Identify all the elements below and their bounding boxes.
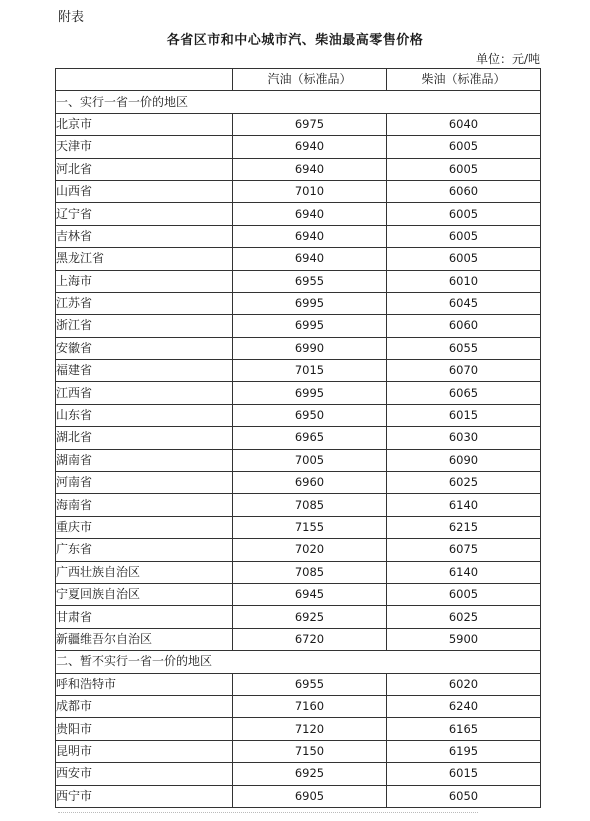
gasoline-price: 6995 bbox=[233, 292, 387, 314]
gasoline-price: 6940 bbox=[233, 225, 387, 247]
region-name: 新疆维吾尔自治区 bbox=[56, 628, 233, 650]
diesel-price: 6195 bbox=[387, 740, 541, 762]
diesel-price: 6020 bbox=[387, 673, 541, 695]
gasoline-price: 7150 bbox=[233, 740, 387, 762]
header-gasoline: 汽油（标准品） bbox=[233, 69, 387, 91]
region-name: 天津市 bbox=[56, 136, 233, 158]
table-row bbox=[56, 180, 541, 202]
region-name: 河北省 bbox=[56, 158, 233, 180]
table-row bbox=[56, 763, 541, 785]
region-name: 山东省 bbox=[56, 404, 233, 426]
diesel-price: 6030 bbox=[387, 427, 541, 449]
region-name: 西宁市 bbox=[56, 785, 233, 807]
region-name: 河南省 bbox=[56, 472, 233, 494]
gasoline-price: 6960 bbox=[233, 472, 387, 494]
header-region bbox=[56, 69, 233, 91]
gasoline-price: 6945 bbox=[233, 583, 387, 605]
region-name: 上海市 bbox=[56, 270, 233, 292]
region-name: 广东省 bbox=[56, 539, 233, 561]
table-row bbox=[56, 360, 541, 382]
gasoline-price: 6940 bbox=[233, 203, 387, 225]
table-row bbox=[56, 337, 541, 359]
table-row bbox=[56, 248, 541, 270]
diesel-price: 6040 bbox=[387, 113, 541, 135]
region-name: 宁夏回族自治区 bbox=[56, 583, 233, 605]
gasoline-price: 6940 bbox=[233, 158, 387, 180]
diesel-price: 6015 bbox=[387, 404, 541, 426]
table-row bbox=[56, 583, 541, 605]
table-row bbox=[56, 494, 541, 516]
diesel-price: 5900 bbox=[387, 628, 541, 650]
table-row bbox=[56, 561, 541, 583]
gasoline-price: 6905 bbox=[233, 785, 387, 807]
section-heading: 一、实行一省一价的地区 bbox=[56, 91, 541, 113]
gasoline-price: 7015 bbox=[233, 360, 387, 382]
diesel-price: 6005 bbox=[387, 158, 541, 180]
gasoline-price: 7120 bbox=[233, 718, 387, 740]
diesel-price: 6005 bbox=[387, 136, 541, 158]
region-name: 西安市 bbox=[56, 763, 233, 785]
region-name: 江苏省 bbox=[56, 292, 233, 314]
gasoline-price: 6940 bbox=[233, 136, 387, 158]
diesel-price: 6165 bbox=[387, 718, 541, 740]
region-name: 昆明市 bbox=[56, 740, 233, 762]
table-row bbox=[56, 382, 541, 404]
diesel-price: 6025 bbox=[387, 606, 541, 628]
table-row bbox=[56, 136, 541, 158]
region-name: 湖北省 bbox=[56, 427, 233, 449]
table-row bbox=[56, 740, 541, 762]
diesel-price: 6240 bbox=[387, 695, 541, 717]
table-row bbox=[56, 539, 541, 561]
table-row bbox=[56, 628, 541, 650]
diesel-price: 6005 bbox=[387, 225, 541, 247]
gasoline-price: 7005 bbox=[233, 449, 387, 471]
table-row bbox=[56, 270, 541, 292]
gasoline-price: 6955 bbox=[233, 270, 387, 292]
price-table bbox=[55, 68, 541, 808]
diesel-price: 6045 bbox=[387, 292, 541, 314]
section-heading: 二、暂不实行一省一价的地区 bbox=[56, 651, 541, 673]
region-name: 呼和浩特市 bbox=[56, 673, 233, 695]
diesel-price: 6005 bbox=[387, 583, 541, 605]
gasoline-price: 6995 bbox=[233, 382, 387, 404]
gasoline-price: 6975 bbox=[233, 113, 387, 135]
diesel-price: 6215 bbox=[387, 516, 541, 538]
region-name: 成都市 bbox=[56, 695, 233, 717]
diesel-price: 6070 bbox=[387, 360, 541, 382]
table-row bbox=[56, 695, 541, 717]
region-name: 辽宁省 bbox=[56, 203, 233, 225]
table-row bbox=[56, 427, 541, 449]
diesel-price: 6065 bbox=[387, 382, 541, 404]
table-row bbox=[56, 315, 541, 337]
table-row bbox=[56, 606, 541, 628]
gasoline-price: 7085 bbox=[233, 561, 387, 583]
page-bottom-divider bbox=[58, 812, 478, 818]
gasoline-price: 6955 bbox=[233, 673, 387, 695]
diesel-price: 6075 bbox=[387, 539, 541, 561]
region-name: 黑龙江省 bbox=[56, 248, 233, 270]
gasoline-price: 7160 bbox=[233, 695, 387, 717]
diesel-price: 6010 bbox=[387, 270, 541, 292]
price-table-body bbox=[56, 69, 541, 808]
table-row bbox=[56, 158, 541, 180]
region-name: 甘肃省 bbox=[56, 606, 233, 628]
table-row bbox=[56, 785, 541, 807]
diesel-price: 6025 bbox=[387, 472, 541, 494]
table-row bbox=[56, 292, 541, 314]
region-name: 广西壮族自治区 bbox=[56, 561, 233, 583]
table-row bbox=[56, 113, 541, 135]
table-row bbox=[56, 516, 541, 538]
gasoline-price: 6965 bbox=[233, 427, 387, 449]
region-name: 北京市 bbox=[56, 113, 233, 135]
section-row bbox=[56, 91, 541, 113]
region-name: 福建省 bbox=[56, 360, 233, 382]
gasoline-price: 6995 bbox=[233, 315, 387, 337]
diesel-price: 6140 bbox=[387, 561, 541, 583]
header-diesel: 柴油（标准品） bbox=[387, 69, 541, 91]
gasoline-price: 6950 bbox=[233, 404, 387, 426]
table-row bbox=[56, 404, 541, 426]
table-row bbox=[56, 449, 541, 471]
table-row bbox=[56, 225, 541, 247]
gasoline-price: 7020 bbox=[233, 539, 387, 561]
diesel-price: 6090 bbox=[387, 449, 541, 471]
diesel-price: 6140 bbox=[387, 494, 541, 516]
table-row bbox=[56, 673, 541, 695]
diesel-price: 6060 bbox=[387, 180, 541, 202]
diesel-price: 6015 bbox=[387, 763, 541, 785]
section-row bbox=[56, 651, 541, 673]
diesel-price: 6005 bbox=[387, 248, 541, 270]
region-name: 浙江省 bbox=[56, 315, 233, 337]
gasoline-price: 6925 bbox=[233, 606, 387, 628]
document-title: 各省区市和中心城市汽、柴油最高零售价格 bbox=[166, 33, 424, 48]
gasoline-price: 7010 bbox=[233, 180, 387, 202]
diesel-price: 6055 bbox=[387, 337, 541, 359]
unit-label: 单位：元/吨 bbox=[475, 52, 540, 66]
table-row bbox=[56, 472, 541, 494]
region-name: 江西省 bbox=[56, 382, 233, 404]
diesel-price: 6060 bbox=[387, 315, 541, 337]
gasoline-price: 7085 bbox=[233, 494, 387, 516]
table-row bbox=[56, 203, 541, 225]
table-row bbox=[56, 718, 541, 740]
gasoline-price: 6720 bbox=[233, 628, 387, 650]
gasoline-price: 7155 bbox=[233, 516, 387, 538]
region-name: 山西省 bbox=[56, 180, 233, 202]
region-name: 安徽省 bbox=[56, 337, 233, 359]
diesel-price: 6050 bbox=[387, 785, 541, 807]
region-name: 湖南省 bbox=[56, 449, 233, 471]
region-name: 贵阳市 bbox=[56, 718, 233, 740]
gasoline-price: 6940 bbox=[233, 248, 387, 270]
region-name: 重庆市 bbox=[56, 516, 233, 538]
region-name: 海南省 bbox=[56, 494, 233, 516]
header-row bbox=[56, 69, 541, 91]
gasoline-price: 6990 bbox=[233, 337, 387, 359]
diesel-price: 6005 bbox=[387, 203, 541, 225]
gasoline-price: 6925 bbox=[233, 763, 387, 785]
attachment-label: 附表 bbox=[58, 10, 85, 25]
region-name: 吉林省 bbox=[56, 225, 233, 247]
